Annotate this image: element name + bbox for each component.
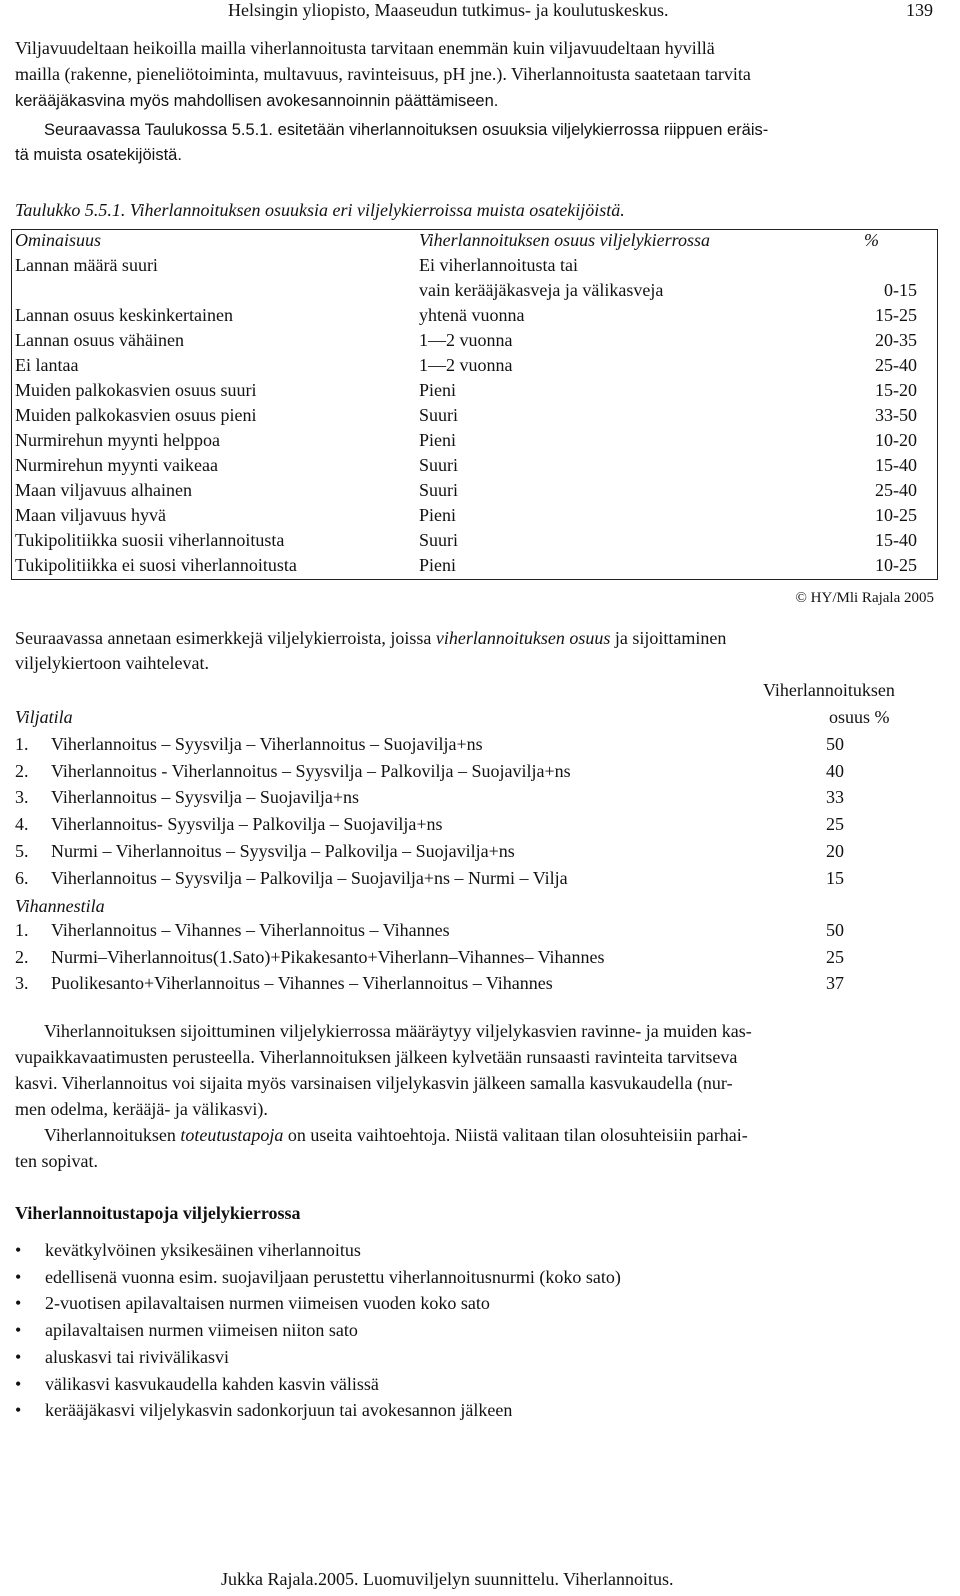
table-cell-osuus: Suuri [419, 480, 459, 500]
table-cell-osuus: Pieni [419, 505, 457, 525]
body-p2-line-2: ten sopivat. [15, 1151, 98, 1171]
column-header-1: Viherlannoituksen [763, 680, 895, 700]
rotation-sequence: Viherlannoitus – Vihannes – Viherlannoitus – Vihannes [51, 920, 450, 940]
method-item-text: aluskasvi tai rivivälikasvi [45, 1346, 229, 1367]
rotation-number: 1. [15, 734, 29, 754]
table-cell-percent: 25-40 [875, 480, 917, 500]
rotation-sequence: Viherlannoitus – Syysvilja – Suojavilja+ns [51, 787, 360, 808]
table-row [12, 330, 937, 355]
table-cell-osuus: Suuri [419, 455, 459, 475]
rotation-number: 2. [15, 760, 29, 781]
table-cell-osuus: Ei viherlannoitusta tai [419, 255, 578, 275]
method-item-text: 2-vuotisen apilavaltaisen nurmen viimeisen vuoden koko sato [45, 1293, 490, 1314]
table-cell-ominaisuus: Lannan osuus keskinkertainen [15, 305, 233, 325]
examples-intro-line-2: viljelykiertoon vaihtelevat. [15, 653, 209, 673]
running-header: Helsingin yliopisto, Maaseudun tutkimus- ja koulutuskeskus. [228, 0, 669, 20]
rotation-share: 40 [826, 760, 844, 781]
rotation-sequence: Viherlannoitus – Syysvilja – Palkovilja – Suojavilja+ns – Nurmi – Vilja [51, 867, 568, 888]
rotation-number: 3. [15, 787, 29, 808]
intro-line-4: Seuraavassa Taulukossa 5.5.1. esitetään viherlannoituksen osuuksia viljelykierrossa riippuen eräis- [44, 121, 769, 139]
table-row [12, 480, 937, 505]
bullet-icon: • [15, 1400, 22, 1421]
table-cell-percent: 25-40 [875, 355, 917, 375]
rotation-number: 6. [15, 867, 29, 888]
table-header-osuus: Viherlannoituksen osuus viljelykierrossa [419, 230, 710, 250]
table-row [12, 555, 937, 580]
bullet-icon: • [15, 1240, 22, 1260]
rotation-sequence: Nurmi – Viherlannoitus – Syysvilja – Palkovilja – Suojavilja+ns [51, 840, 515, 861]
rotation-sequence: Viherlannoitus- Syysvilja – Palkovilja – Suojavilja+ns [51, 814, 443, 835]
rotation-row [15, 973, 915, 1000]
table-cell-percent: 15-20 [875, 380, 917, 400]
viljatila-label: Viljatila [15, 707, 73, 727]
rotation-number: 4. [15, 814, 29, 835]
method-item-text: välikasvi kasvukaudella kahden kasvin välissä [45, 1373, 379, 1394]
rotation-number: 2. [15, 946, 29, 967]
table-cell-osuus: Pieni [419, 555, 457, 575]
intro-line-1: Viljavuudeltaan heikoilla mailla viherlannoitusta tarvitaan enemmän kuin viljavuudeltaan hyvillä [15, 38, 715, 58]
rotation-row [15, 920, 915, 947]
intro-line-5: tä muista osatekijöistä. [15, 146, 182, 164]
bullet-icon: • [15, 1266, 22, 1287]
table-row [12, 280, 937, 305]
table-cell-ominaisuus: Muiden palkokasvien osuus suuri [15, 380, 257, 400]
rotation-row [15, 761, 915, 788]
table-cell-osuus: Pieni [419, 380, 457, 400]
intro-line-2: mailla (rakenne, pieneliötoiminta, multavuus, ravinteisuus, pH jne.). Viherlannoitusta saatetaan tarvita [15, 64, 751, 84]
table-cell-osuus: 1—2 vuonna [419, 355, 513, 375]
table-cell-ominaisuus: Tukipolitiikka suosii viherlannoitusta [15, 530, 285, 550]
table-cell-ominaisuus: Ei lantaa [15, 355, 79, 375]
table-row [12, 305, 937, 330]
factor-table [11, 229, 938, 580]
page-number: 139 [906, 0, 933, 20]
rotation-row [15, 787, 915, 814]
methods-heading: Viherlannoitustapoja viljelykierrossa [15, 1203, 301, 1223]
table-cell-ominaisuus: Maan viljavuus alhainen [15, 480, 192, 500]
table-row [12, 380, 937, 405]
rotation-sequence: Viherlannoitus - Viherlannoitus – Syysvilja – Palkovilja – Suojavilja+ns [51, 760, 571, 781]
rotation-share: 20 [826, 840, 844, 861]
body-p1-line-1: Viherlannoituksen sijoittuminen viljelykierrossa määräytyy viljelykasvien ravinne- ja muiden kas- [44, 1021, 752, 1041]
table-row [12, 355, 937, 380]
rotation-share: 33 [826, 787, 844, 808]
table-cell-percent: 15-25 [875, 305, 917, 325]
body-p2-text-a: Viherlannoituksen [44, 1125, 181, 1145]
intro-line-3: kerääjäkasvina myös mahdollisen avokesannoinnin päättämiseen. [15, 92, 499, 110]
rotation-sequence: Nurmi–Viherlannoitus(1.Sato)+Pikakesanto+Viherlann–Vihannes– Vihannes [51, 946, 605, 967]
rotation-row [15, 814, 915, 841]
table-cell-osuus: yhtenä vuonna [419, 305, 525, 325]
table-row [12, 530, 937, 555]
body-p1-line-3: kasvi. Viherlannoitus voi sijaita myös varsinaisen viljelykasvin jälkeen samalla kasvukaudella (nur- [15, 1073, 733, 1093]
table-cell-ominaisuus: Nurmirehun myynti vaikeaa [15, 455, 218, 475]
table-cell-osuus: Pieni [419, 430, 457, 450]
method-item-text: edellisenä vuonna esim. suojaviljaan perustettu viherlannoitusnurmi (koko sato) [45, 1266, 621, 1287]
column-header-2: osuus % [829, 707, 890, 727]
table-cell-percent: 15-40 [875, 530, 917, 550]
table-caption: Taulukko 5.5.1. Viherlannoituksen osuuksia eri viljelykierroissa muista osatekijöistä. [15, 200, 625, 220]
table-cell-percent: 10-20 [875, 430, 917, 450]
table-cell-ominaisuus: Nurmirehun myynti helppoa [15, 430, 220, 450]
examples-intro-text-a: Seuraavassa annetaan esimerkkejä viljelykierroista, joissa [15, 628, 436, 648]
method-item-text: kerääjäkasvi viljelykasvin sadonkorjuun tai avokesannon jälkeen [45, 1400, 513, 1421]
rotation-sequence: Viherlannoitus – Syysvilja – Viherlannoitus – Suojavilja+ns [51, 734, 483, 754]
rotation-share: 15 [826, 867, 844, 888]
body-p1-line-2: vupaikkavaatimusten perusteella. Viherlannoituksen jälkeen kylvetään runsaasti ravinteita tarvitseva [15, 1047, 738, 1067]
rotation-row [15, 841, 915, 868]
table-row [12, 505, 937, 530]
body-p2-text-b: on useita vaihtoehtoja. Niistä valitaan tilan olosuhteisiin parhai- [283, 1125, 748, 1145]
bullet-icon: • [15, 1293, 22, 1314]
copyright-note: © HY/Mli Rajala 2005 [795, 590, 934, 606]
table-row [12, 255, 937, 280]
table-header-ominaisuus: Ominaisuus [15, 230, 102, 250]
table-cell-percent: 0-15 [884, 280, 917, 300]
table-cell-percent: 15-40 [875, 455, 917, 475]
table-cell-percent: 33-50 [875, 405, 917, 425]
rotation-number: 3. [15, 973, 29, 994]
bullet-icon: • [15, 1346, 22, 1367]
table-cell-percent: 10-25 [875, 505, 917, 525]
method-item-text: apilavaltaisen nurmen viimeisen niiton sato [45, 1320, 358, 1341]
rotation-number: 5. [15, 840, 29, 861]
rotation-share: 25 [826, 814, 844, 835]
table-cell-osuus: vain kerääjäkasveja ja välikasveja [419, 280, 664, 300]
examples-intro [15, 628, 726, 649]
vihannestila-label: Vihannestila [15, 896, 105, 916]
table-header-percent: % [864, 230, 879, 250]
table-cell-osuus: Suuri [419, 405, 459, 425]
rotation-number: 1. [15, 920, 29, 940]
table-row [12, 405, 937, 430]
bullet-icon: • [15, 1373, 22, 1394]
method-item-text: kevätkylvöinen yksikesäinen viherlannoitus [45, 1240, 361, 1260]
table-cell-percent: 20-35 [875, 330, 917, 350]
body-p2-emphasis: toteutustapoja [180, 1125, 284, 1145]
page-footer: Jukka Rajala.2005. Luomuviljelyn suunnittelu. Viherlannoitus. [221, 1569, 674, 1589]
rotation-share: 37 [826, 973, 844, 994]
table-cell-ominaisuus: Tukipolitiikka ei suosi viherlannoitusta [15, 555, 297, 575]
table-cell-ominaisuus: Lannan määrä suuri [15, 255, 158, 275]
body-p1-line-4: men odelma, kerääjä- ja välikasvi). [15, 1099, 268, 1119]
rotation-share: 50 [826, 920, 844, 940]
rotation-share: 25 [826, 946, 844, 967]
table-row [12, 455, 937, 480]
rotation-row [15, 734, 915, 761]
table-cell-ominaisuus: Lannan osuus vähäinen [15, 330, 184, 350]
rotation-sequence: Puolikesanto+Viherlannoitus – Vihannes – Viherlannoitus – Vihannes [51, 973, 553, 994]
rotation-row [15, 868, 915, 895]
table-cell-ominaisuus: Maan viljavuus hyvä [15, 505, 166, 525]
examples-intro-emphasis: viherlannoituksen osuus [435, 628, 611, 648]
rotation-row [15, 947, 915, 974]
table-cell-osuus: Suuri [419, 530, 459, 550]
bullet-icon: • [15, 1320, 22, 1341]
rotation-share: 50 [826, 734, 844, 754]
table-header-row [12, 230, 937, 255]
body-p2-line-1 [44, 1125, 748, 1146]
table-cell-osuus: 1—2 vuonna [419, 330, 513, 350]
examples-intro-text-b: ja sijoittaminen [610, 628, 727, 648]
table-row [12, 430, 937, 455]
table-cell-ominaisuus: Muiden palkokasvien osuus pieni [15, 405, 257, 425]
table-cell-percent: 10-25 [875, 555, 917, 575]
